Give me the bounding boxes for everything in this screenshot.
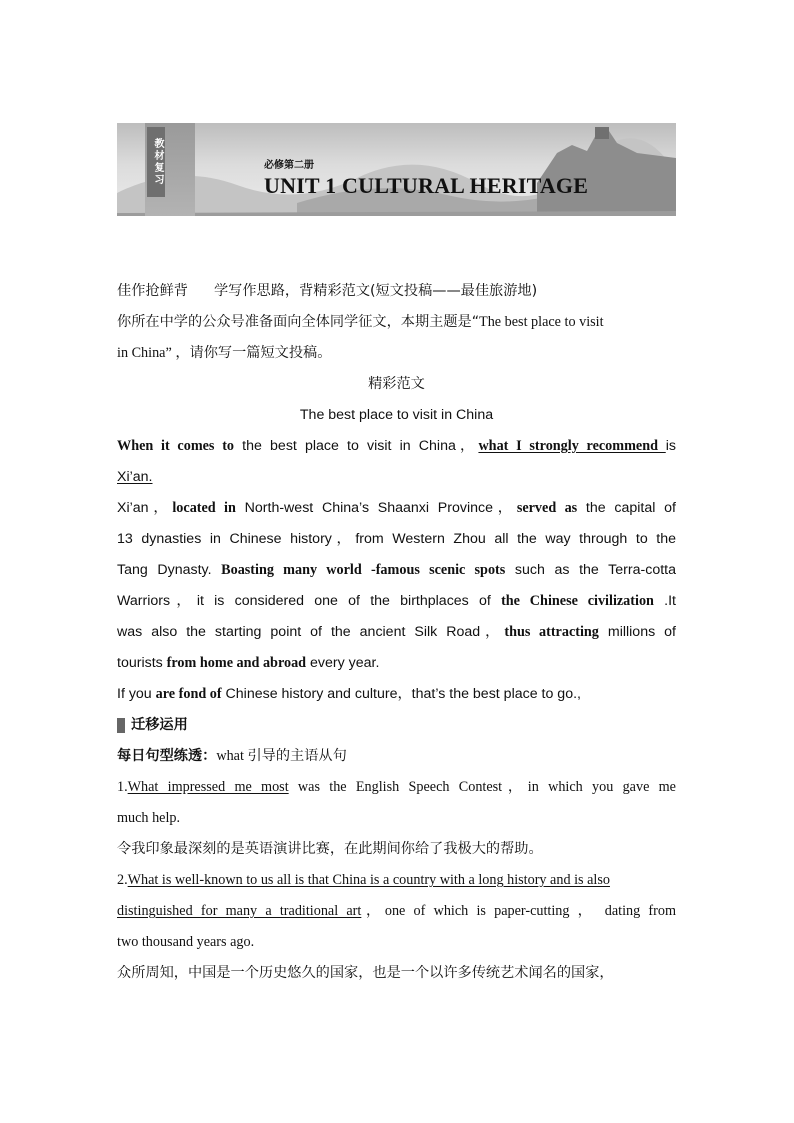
great-wall-mountain-illustration (117, 123, 676, 216)
essay-paragraph-1-line-2: Xi’an. (117, 469, 153, 485)
banner-title: UNIT 1 CULTURAL HERITAGE (264, 173, 589, 198)
essay-paragraph-2-line-5: was also the starting point of the ancient Silk Road，thus attracting millions of (117, 624, 676, 640)
banner-label: 教材复习 (147, 127, 165, 197)
sentence-2-line-2: distinguished for many a traditional art，one of which is paper-cutting ， dating from (117, 903, 676, 919)
heading-label: 佳作抢鲜背 (117, 283, 188, 299)
heading-description: 学写作思路，背精彩范文(短文投稿——最佳旅游地) (213, 283, 538, 299)
sentence-1-translation: 令我印象最深刻的是英语演讲比赛，在此期间你给了我极大的帮助。 (117, 841, 543, 857)
essay-paragraph-2-line-3: Tang Dynasty. Boasting many world -famous scenic spots such as the Terra-cotta (117, 562, 676, 578)
sentence-2-line-3: two thousand years ago. (117, 934, 255, 950)
practice-section-title: 迁移运用 (131, 717, 188, 733)
sentence-2-translation: 众所周知，中国是一个历史悠久的国家，也是一个以许多传统艺术闻名的国家， (117, 965, 614, 981)
unit-banner (117, 123, 676, 216)
prompt-line-2: in China” ，请你写一篇短文投稿。 (117, 345, 332, 361)
sentence-1-line-1: 1.What impressed me most was the English Speech Contest，in which you gave me (117, 779, 676, 795)
essay-paragraph-1-line-1: When it comes to the best place to visit in China，what I strongly recommend is (117, 438, 676, 454)
sentence-2-line-1: 2.What is well-known to us all is that China is a country with a long history and is also (117, 872, 610, 888)
document-body (117, 276, 676, 989)
essay-paragraph-3: If you are fond of Chinese history and culture，that’s the best place to go., (117, 686, 581, 702)
section-heading (117, 276, 676, 307)
sentence-1-line-2: much help. (117, 810, 181, 826)
section-marker-icon (117, 718, 125, 733)
essay-paragraph-2-line-6: tourists from home and abroad every year. (117, 655, 380, 671)
essay-paragraph-2-line-1: Xi’an，located in North-west China’s Shaanxi Province，served as the capital of (117, 500, 676, 516)
essay-label: 精彩范文 (368, 376, 425, 392)
prompt-line-1: 你所在中学的公众号准备面向全体同学征文，本期主题是“The best place to visit (117, 314, 604, 330)
essay-paragraph-2-line-2: 13 dynasties in Chinese history，from Western Zhou all the way through to the (117, 531, 676, 547)
essay-paragraph-2-line-4: Warriors，it is considered one of the birthplaces of the Chinese civilization .It (117, 593, 676, 609)
practice-subtitle: 每日句型练透：what 引导的主语从句 (117, 748, 347, 764)
essay-title: The best place to visit in China (299, 407, 494, 423)
banner-subtitle: 必修第二册 (264, 160, 314, 171)
practice-section-heading (117, 710, 676, 741)
